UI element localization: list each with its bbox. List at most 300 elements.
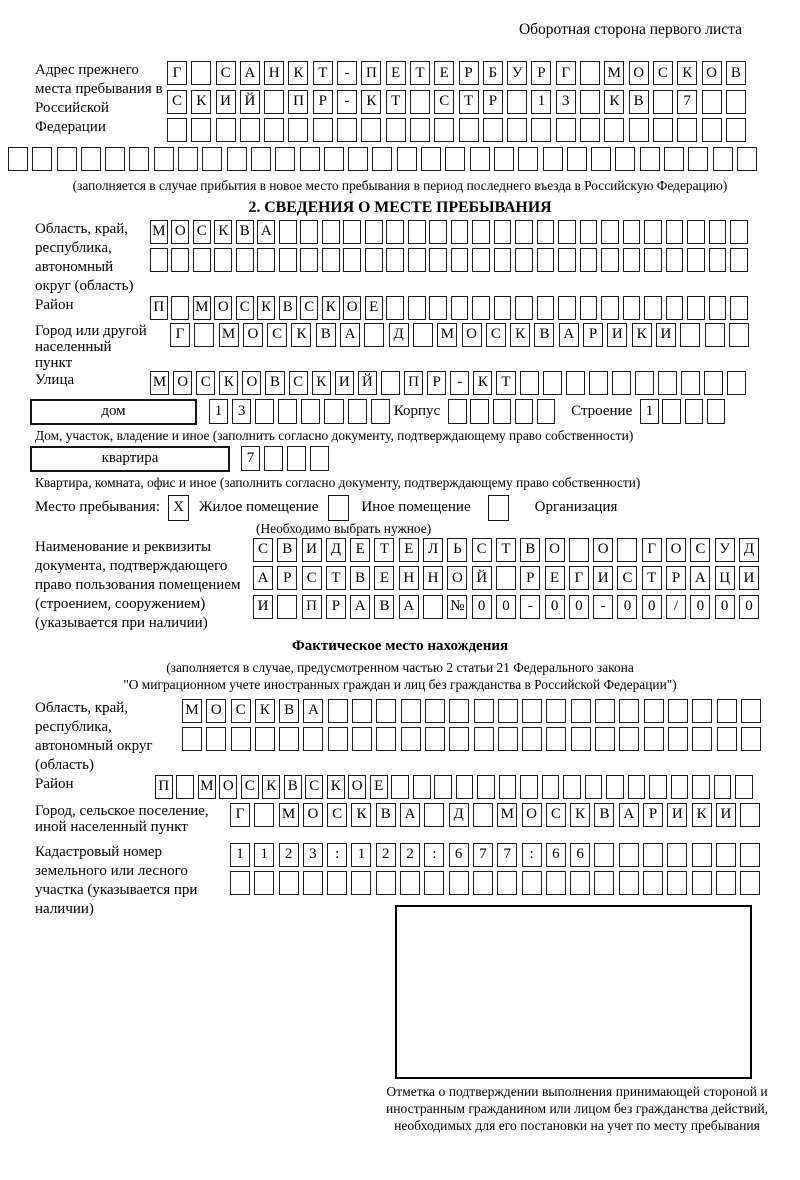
char-cell[interactable] (214, 248, 232, 272)
char-cell[interactable] (580, 220, 598, 244)
char-cell[interactable]: И (739, 566, 759, 590)
char-cell[interactable] (522, 699, 542, 723)
char-cell[interactable]: Н (264, 61, 284, 85)
char-cell[interactable] (328, 727, 348, 751)
char-cell[interactable] (741, 727, 761, 751)
char-cell[interactable]: С (327, 803, 347, 827)
char-cell[interactable]: - (337, 61, 357, 85)
char-cell[interactable] (477, 775, 495, 799)
char-cell[interactable]: Ц (715, 566, 735, 590)
char-cell[interactable]: Д (326, 538, 346, 562)
char-cell[interactable] (546, 727, 566, 751)
char-cell[interactable] (704, 371, 723, 395)
char-cell[interactable] (300, 220, 318, 244)
char-cell[interactable] (310, 446, 329, 471)
char-cell[interactable] (563, 775, 581, 799)
char-cell[interactable]: М (198, 775, 216, 799)
char-cell[interactable] (644, 220, 662, 244)
char-cell[interactable] (391, 775, 409, 799)
char-cell[interactable]: О (243, 323, 263, 347)
char-cell[interactable] (178, 147, 198, 171)
char-cell[interactable] (429, 296, 447, 320)
char-cell[interactable] (644, 727, 664, 751)
char-cell[interactable] (191, 118, 211, 142)
char-cell[interactable] (376, 699, 396, 723)
char-cell[interactable]: А (690, 566, 710, 590)
char-cell[interactable]: В (279, 699, 299, 723)
char-cell[interactable] (709, 220, 727, 244)
char-cell[interactable] (429, 248, 447, 272)
char-cell[interactable]: А (340, 323, 360, 347)
char-cell[interactable]: П (302, 595, 322, 619)
char-cell[interactable] (322, 248, 340, 272)
char-cell[interactable] (494, 220, 512, 244)
char-cell[interactable] (401, 727, 421, 751)
char-cell[interactable] (668, 727, 688, 751)
char-cell[interactable] (681, 371, 700, 395)
char-cell[interactable] (154, 147, 174, 171)
char-cell[interactable] (619, 699, 639, 723)
char-cell[interactable] (515, 399, 534, 424)
char-cell[interactable] (726, 118, 746, 142)
char-cell[interactable]: П (361, 61, 381, 85)
char-cell[interactable] (343, 220, 361, 244)
char-cell[interactable] (449, 727, 469, 751)
char-cell[interactable] (713, 147, 733, 171)
char-cell[interactable] (644, 248, 662, 272)
char-cell[interactable] (348, 399, 367, 424)
char-cell[interactable] (653, 118, 673, 142)
char-cell[interactable]: Г (569, 566, 589, 590)
char-cell[interactable] (459, 118, 479, 142)
char-cell[interactable]: И (656, 323, 676, 347)
char-cell[interactable]: В (316, 323, 336, 347)
char-cell[interactable]: И (716, 803, 736, 827)
char-cell[interactable] (301, 399, 320, 424)
char-cell[interactable]: Й (240, 90, 260, 114)
char-cell[interactable] (313, 118, 333, 142)
char-cell[interactable] (542, 775, 560, 799)
char-cell[interactable] (410, 90, 430, 114)
char-cell[interactable] (628, 775, 646, 799)
char-cell[interactable]: О (629, 61, 649, 85)
char-cell[interactable] (717, 699, 737, 723)
char-cell[interactable] (240, 118, 260, 142)
char-cell[interactable]: Д (389, 323, 409, 347)
char-cell[interactable] (264, 446, 283, 471)
char-cell[interactable] (537, 399, 556, 424)
char-cell[interactable] (537, 220, 555, 244)
char-cell[interactable]: Р (313, 90, 333, 114)
char-cell[interactable] (737, 147, 757, 171)
char-cell[interactable] (275, 147, 295, 171)
char-cell[interactable] (619, 871, 639, 895)
char-cell[interactable] (515, 248, 533, 272)
char-cell[interactable] (372, 147, 392, 171)
char-cell[interactable] (322, 220, 340, 244)
char-cell[interactable] (451, 248, 469, 272)
char-cell[interactable] (729, 323, 749, 347)
char-cell[interactable]: - (450, 371, 469, 395)
char-cell[interactable]: Р (583, 323, 603, 347)
char-cell[interactable] (604, 118, 624, 142)
char-cell[interactable] (8, 147, 28, 171)
char-cell[interactable]: 7 (473, 843, 493, 867)
char-cell[interactable] (470, 399, 489, 424)
char-cell[interactable] (730, 296, 748, 320)
char-cell[interactable]: Т (326, 566, 346, 590)
char-cell[interactable] (543, 371, 562, 395)
char-cell[interactable]: 3 (232, 399, 251, 424)
char-cell[interactable]: Р (643, 803, 663, 827)
char-cell[interactable]: 6 (449, 843, 469, 867)
char-cell[interactable] (571, 727, 591, 751)
char-cell[interactable]: № (447, 595, 467, 619)
char-cell[interactable] (348, 147, 368, 171)
char-cell[interactable] (493, 399, 512, 424)
char-cell[interactable] (687, 248, 705, 272)
char-cell[interactable] (740, 871, 760, 895)
char-cell[interactable]: О (171, 220, 189, 244)
char-cell[interactable]: М (604, 61, 624, 85)
char-cell[interactable] (337, 118, 357, 142)
char-cell[interactable] (716, 843, 736, 867)
char-cell[interactable] (640, 147, 660, 171)
char-cell[interactable] (424, 803, 444, 827)
char-cell[interactable] (303, 871, 323, 895)
char-cell[interactable] (278, 399, 297, 424)
char-cell[interactable] (236, 248, 254, 272)
char-cell[interactable] (507, 118, 527, 142)
char-cell[interactable] (473, 803, 493, 827)
char-cell[interactable] (413, 775, 431, 799)
char-cell[interactable] (580, 90, 600, 114)
char-cell[interactable] (451, 220, 469, 244)
char-cell[interactable]: Е (386, 61, 406, 85)
char-cell[interactable]: О (462, 323, 482, 347)
char-cell[interactable]: Е (545, 566, 565, 590)
char-cell[interactable] (635, 371, 654, 395)
char-cell[interactable]: 7 (241, 446, 260, 471)
char-cell[interactable]: С (486, 323, 506, 347)
char-cell[interactable] (448, 399, 467, 424)
char-cell[interactable]: К (262, 775, 280, 799)
char-cell[interactable]: 0 (545, 595, 565, 619)
char-cell[interactable]: 1 (254, 843, 274, 867)
char-cell[interactable] (264, 118, 284, 142)
char-cell[interactable] (644, 296, 662, 320)
char-cell[interactable] (680, 323, 700, 347)
char-cell[interactable]: В (284, 775, 302, 799)
char-cell[interactable] (257, 248, 275, 272)
char-cell[interactable] (206, 727, 226, 751)
char-cell[interactable]: И (593, 566, 613, 590)
char-cell[interactable]: 6 (546, 843, 566, 867)
char-cell[interactable]: К (214, 220, 232, 244)
char-cell[interactable] (376, 871, 396, 895)
char-cell[interactable] (685, 399, 704, 424)
char-cell[interactable]: К (255, 699, 275, 723)
char-cell[interactable] (150, 248, 168, 272)
char-cell[interactable]: 7 (497, 843, 517, 867)
char-cell[interactable] (692, 843, 712, 867)
char-cell[interactable]: С (305, 775, 323, 799)
char-cell[interactable] (727, 371, 746, 395)
char-cell[interactable] (740, 843, 760, 867)
char-cell[interactable]: Т (496, 371, 515, 395)
char-cell[interactable]: Л (423, 538, 443, 562)
char-cell[interactable] (410, 118, 430, 142)
char-cell[interactable] (498, 727, 518, 751)
char-cell[interactable] (688, 147, 708, 171)
char-cell[interactable] (522, 871, 542, 895)
char-cell[interactable]: 2 (279, 843, 299, 867)
char-cell[interactable]: В (629, 90, 649, 114)
char-cell[interactable]: О (522, 803, 542, 827)
char-cell[interactable] (649, 775, 667, 799)
char-cell[interactable] (194, 323, 214, 347)
char-cell[interactable] (191, 61, 211, 85)
char-cell[interactable] (515, 296, 533, 320)
char-cell[interactable]: Н (399, 566, 419, 590)
char-cell[interactable]: В (350, 566, 370, 590)
char-cell[interactable] (361, 118, 381, 142)
char-cell[interactable] (668, 699, 688, 723)
char-cell[interactable]: Г (556, 61, 576, 85)
char-cell[interactable]: К (604, 90, 624, 114)
char-cell[interactable] (202, 147, 222, 171)
char-cell[interactable] (546, 699, 566, 723)
char-cell[interactable]: В (236, 220, 254, 244)
char-cell[interactable] (667, 843, 687, 867)
char-cell[interactable] (702, 118, 722, 142)
char-cell[interactable]: И (667, 803, 687, 827)
char-cell[interactable] (537, 248, 555, 272)
char-cell[interactable] (735, 775, 753, 799)
char-cell[interactable]: О (206, 699, 226, 723)
char-cell[interactable] (666, 220, 684, 244)
char-cell[interactable] (182, 727, 202, 751)
char-cell[interactable]: Г (167, 61, 187, 85)
char-cell[interactable] (664, 147, 684, 171)
char-cell[interactable] (601, 220, 619, 244)
char-cell[interactable]: О (348, 775, 366, 799)
char-cell[interactable]: И (216, 90, 236, 114)
char-cell[interactable] (601, 248, 619, 272)
char-cell[interactable]: - (593, 595, 613, 619)
char-cell[interactable] (327, 871, 347, 895)
char-cell[interactable] (424, 871, 444, 895)
char-cell[interactable] (216, 118, 236, 142)
char-cell[interactable] (623, 296, 641, 320)
char-cell[interactable] (730, 220, 748, 244)
char-cell[interactable]: 6 (570, 843, 590, 867)
char-cell[interactable] (570, 871, 590, 895)
char-cell[interactable] (230, 871, 250, 895)
char-cell[interactable]: В (279, 296, 297, 320)
char-cell[interactable] (445, 147, 465, 171)
char-cell[interactable] (705, 323, 725, 347)
char-cell[interactable] (496, 566, 516, 590)
char-cell[interactable]: Е (370, 775, 388, 799)
char-cell[interactable] (324, 147, 344, 171)
char-cell[interactable]: О (214, 296, 232, 320)
char-cell[interactable] (254, 871, 274, 895)
char-cell[interactable] (328, 699, 348, 723)
char-cell[interactable] (558, 296, 576, 320)
char-cell[interactable]: 0 (739, 595, 759, 619)
char-cell[interactable]: П (155, 775, 173, 799)
char-cell[interactable] (474, 727, 494, 751)
char-cell[interactable]: К (288, 61, 308, 85)
char-cell[interactable]: 1 (209, 399, 228, 424)
char-cell[interactable] (352, 727, 372, 751)
char-cell[interactable]: Е (350, 538, 370, 562)
char-cell[interactable] (300, 248, 318, 272)
char-cell[interactable] (279, 220, 297, 244)
char-cell[interactable]: Р (277, 566, 297, 590)
char-cell[interactable]: Д (449, 803, 469, 827)
char-cell[interactable]: С (231, 699, 251, 723)
char-cell[interactable] (666, 248, 684, 272)
char-cell[interactable]: И (302, 538, 322, 562)
char-cell[interactable] (408, 248, 426, 272)
char-cell[interactable]: А (240, 61, 260, 85)
char-cell[interactable]: Б (483, 61, 503, 85)
char-cell[interactable] (619, 727, 639, 751)
char-cell[interactable] (449, 871, 469, 895)
char-cell[interactable]: К (191, 90, 211, 114)
char-cell[interactable]: 1 (230, 843, 250, 867)
char-cell[interactable] (569, 538, 589, 562)
char-cell[interactable]: К (327, 775, 345, 799)
char-cell[interactable]: С (253, 538, 273, 562)
char-cell[interactable] (279, 248, 297, 272)
char-cell[interactable] (193, 248, 211, 272)
char-cell[interactable]: Р (459, 61, 479, 85)
char-cell[interactable]: Р (531, 61, 551, 85)
char-cell[interactable] (499, 775, 517, 799)
char-cell[interactable] (595, 699, 615, 723)
char-cell[interactable] (644, 699, 664, 723)
char-cell[interactable] (643, 871, 663, 895)
char-cell[interactable]: В (374, 595, 394, 619)
char-cell[interactable] (425, 699, 445, 723)
char-cell[interactable]: Н (423, 566, 443, 590)
char-cell[interactable] (580, 118, 600, 142)
char-cell[interactable]: Т (313, 61, 333, 85)
char-cell[interactable]: 7 (677, 90, 697, 114)
char-cell[interactable] (264, 90, 284, 114)
char-cell[interactable] (726, 90, 746, 114)
char-cell[interactable] (474, 699, 494, 723)
char-cell[interactable]: Т (410, 61, 430, 85)
char-cell[interactable]: К (361, 90, 381, 114)
char-cell[interactable] (585, 775, 603, 799)
char-cell[interactable]: Г (230, 803, 250, 827)
char-cell[interactable] (543, 147, 563, 171)
confirmation-stamp-area[interactable] (395, 905, 752, 1079)
char-cell[interactable] (81, 147, 101, 171)
char-cell[interactable] (365, 248, 383, 272)
char-cell[interactable]: И (253, 595, 273, 619)
char-cell[interactable] (709, 296, 727, 320)
char-cell[interactable] (594, 871, 614, 895)
char-cell[interactable]: К (677, 61, 697, 85)
char-cell[interactable]: У (715, 538, 735, 562)
char-cell[interactable]: 1 (531, 90, 551, 114)
char-cell[interactable]: М (437, 323, 457, 347)
char-cell[interactable] (629, 118, 649, 142)
char-cell[interactable]: Р (520, 566, 540, 590)
char-cell[interactable] (571, 699, 591, 723)
char-cell[interactable]: С (193, 220, 211, 244)
char-cell[interactable] (129, 147, 149, 171)
char-cell[interactable]: 0 (690, 595, 710, 619)
char-cell[interactable]: 0 (472, 595, 492, 619)
char-cell[interactable] (537, 296, 555, 320)
char-cell[interactable] (617, 538, 637, 562)
char-cell[interactable]: С (434, 90, 454, 114)
stay-type-checkbox-other-premises[interactable] (328, 495, 349, 521)
char-cell[interactable] (408, 220, 426, 244)
char-cell[interactable] (566, 371, 585, 395)
char-cell[interactable]: С (167, 90, 187, 114)
char-cell[interactable] (494, 147, 514, 171)
char-cell[interactable] (717, 727, 737, 751)
char-cell[interactable]: О (173, 371, 192, 395)
char-cell[interactable]: М (279, 803, 299, 827)
char-cell[interactable] (595, 727, 615, 751)
char-cell[interactable]: С (267, 323, 287, 347)
char-cell[interactable] (343, 248, 361, 272)
char-cell[interactable]: Т (374, 538, 394, 562)
char-cell[interactable]: П (404, 371, 423, 395)
char-cell[interactable]: С (546, 803, 566, 827)
char-cell[interactable] (606, 775, 624, 799)
char-cell[interactable]: М (219, 323, 239, 347)
char-cell[interactable]: В (520, 538, 540, 562)
char-cell[interactable] (429, 220, 447, 244)
char-cell[interactable]: О (702, 61, 722, 85)
char-cell[interactable]: А (257, 220, 275, 244)
char-cell[interactable]: 0 (569, 595, 589, 619)
char-cell[interactable] (687, 220, 705, 244)
char-cell[interactable]: / (666, 595, 686, 619)
char-cell[interactable] (254, 803, 274, 827)
char-cell[interactable] (643, 843, 663, 867)
char-cell[interactable] (662, 399, 681, 424)
char-cell[interactable]: Е (399, 538, 419, 562)
char-cell[interactable]: С (690, 538, 710, 562)
char-cell[interactable]: : (522, 843, 542, 867)
char-cell[interactable]: О (666, 538, 686, 562)
char-cell[interactable] (707, 399, 726, 424)
char-cell[interactable]: Е (374, 566, 394, 590)
char-cell[interactable] (580, 296, 598, 320)
char-cell[interactable]: О (447, 566, 467, 590)
char-cell[interactable]: А (619, 803, 639, 827)
char-cell[interactable]: Г (170, 323, 190, 347)
char-cell[interactable] (558, 248, 576, 272)
char-cell[interactable]: Р (427, 371, 446, 395)
char-cell[interactable]: Т (459, 90, 479, 114)
char-cell[interactable] (692, 871, 712, 895)
char-cell[interactable] (386, 118, 406, 142)
char-cell[interactable] (692, 775, 710, 799)
char-cell[interactable]: Е (434, 61, 454, 85)
char-cell[interactable] (371, 399, 390, 424)
